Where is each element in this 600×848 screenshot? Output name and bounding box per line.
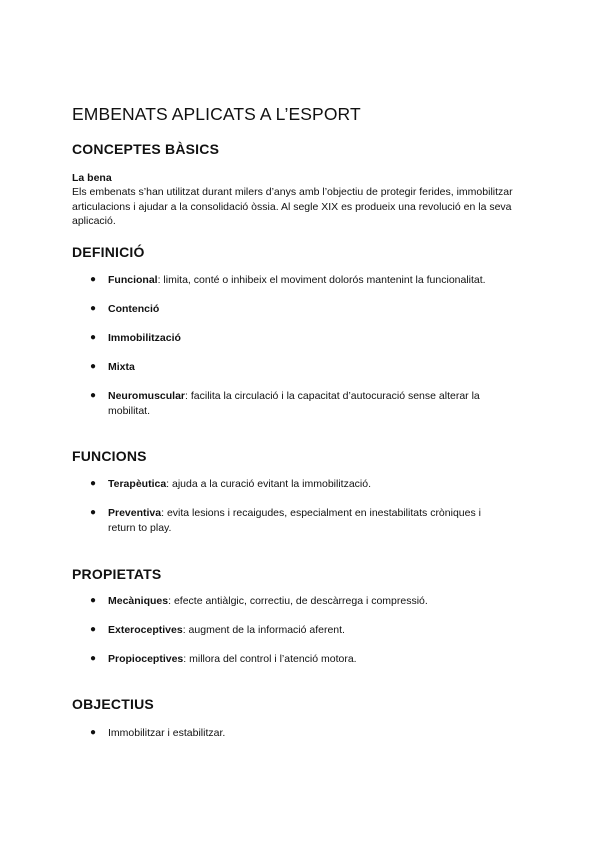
bullet-icon: ●: [90, 653, 97, 664]
list-item-terapeutica: [90, 477, 510, 492]
paragraph-la-bena: Els embenats s’han utilitzat durant milers d’anys amb l’objectiu de protegir ferides, immobilitzar articulacions i ajudar a la consolidació òssia. Al segle XIX es produeix una revolució en la seva aplicació.: [72, 186, 513, 228]
list-item-term: Terapèutica: [108, 478, 167, 490]
bullet-icon: ●: [90, 390, 97, 401]
bullet-icon: ●: [90, 595, 97, 606]
list-item-desc: : limita, conté o inhibeix el moviment dolorós mantenint la funcionalitat.: [157, 274, 486, 286]
list-item-immobilitzacio: [90, 331, 510, 346]
list-item-desc: : evita lesions i recaigudes, especialment en inestabilitats cròniques i return to play.: [108, 507, 481, 534]
list-item-desc: : efecte antiàlgic, correctiu, de descàrrega i compressió.: [168, 595, 428, 607]
list-item-mecaniques: [90, 594, 510, 609]
list-item-term: Mecàniques: [108, 595, 169, 607]
bullet-icon: ●: [90, 332, 97, 343]
list-item-immobilitzar: [90, 726, 510, 741]
list-item-term: Exteroceptives: [108, 624, 183, 636]
section-heading-definition: DEFINICIÓ: [72, 244, 145, 260]
bullet-icon: ●: [90, 274, 97, 285]
list-item-term: Contenció: [108, 303, 160, 315]
section-heading-properties: PROPIETATS: [72, 566, 162, 582]
list-item-contencio: [90, 302, 510, 317]
list-item-term: Propioceptives: [108, 653, 184, 665]
list-item-funcional: [90, 273, 510, 288]
list-item-term: Funcional: [108, 274, 158, 286]
list-item-mixta: [90, 360, 510, 375]
section-heading-basics: CONCEPTES BÀSICS: [72, 141, 220, 157]
list-item-desc: : facilita la circulació i la capacitat d’autocuració sense alterar la mobilitat.: [108, 390, 480, 417]
list-item-preventiva: [90, 506, 510, 535]
list-item-propioceptives: [90, 652, 510, 667]
list-item-exteroceptives: [90, 623, 510, 638]
list-item-neuromuscular: [90, 389, 510, 418]
list-item-term: Neuromuscular: [108, 390, 186, 402]
section-heading-objectives: OBJECTIUS: [72, 696, 154, 712]
list-item-desc: Immobilitzar i estabilitzar.: [108, 727, 226, 739]
list-item-term: Immobilització: [108, 332, 181, 344]
bullet-icon: ●: [90, 361, 97, 372]
list-item-desc: : augment de la informació aferent.: [182, 624, 345, 636]
section-heading-functions: FUNCIONS: [72, 448, 147, 464]
bullet-icon: ●: [90, 624, 97, 635]
bullet-icon: ●: [90, 507, 97, 518]
bullet-icon: ●: [90, 478, 97, 489]
bullet-icon: ●: [90, 727, 97, 738]
list-item-term: Mixta: [108, 361, 135, 373]
list-item-desc: : ajuda a la curació evitant la immobilització.: [166, 478, 372, 490]
subheading-la-bena: La bena: [72, 172, 112, 184]
list-item-desc: : millora del control i l’atenció motora.: [183, 653, 357, 665]
list-item-term: Preventiva: [108, 507, 162, 519]
bullet-icon: ●: [90, 303, 97, 314]
document-title: EMBENATS APLICATS A L’ESPORT: [72, 104, 361, 124]
